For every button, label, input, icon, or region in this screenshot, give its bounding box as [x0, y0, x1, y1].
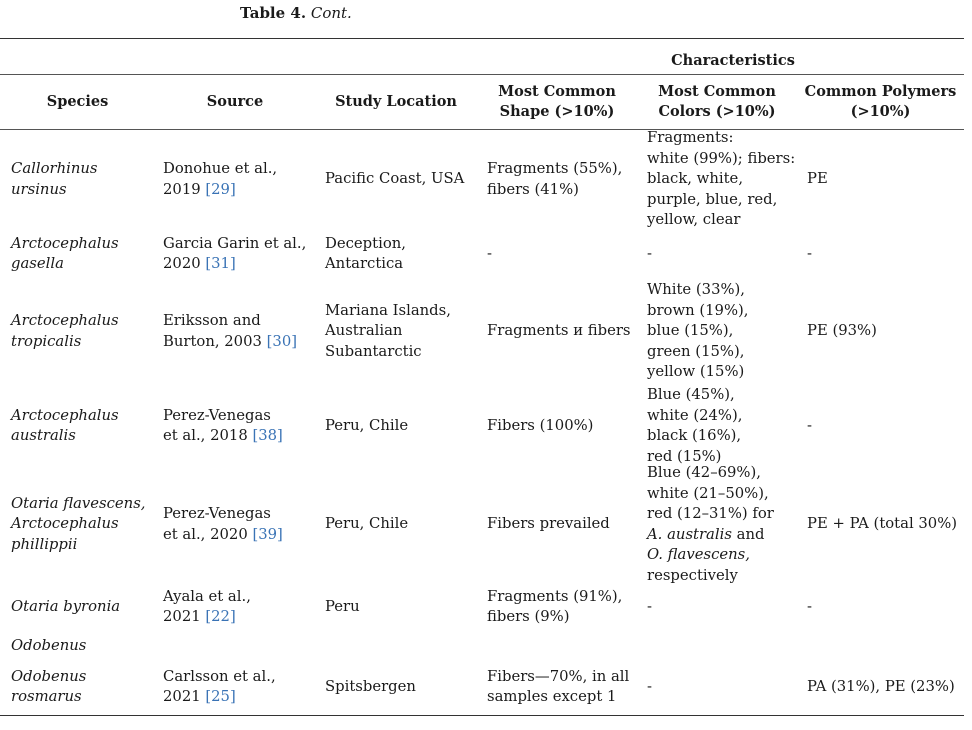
cell-colors: [637, 597, 797, 618]
cell-polymers: [797, 677, 964, 698]
cell-line: Arctocephalus: [11, 234, 119, 252]
table-row: [0, 581, 964, 633]
cell-line: Australian: [325, 322, 403, 340]
data-table: [0, 38, 964, 716]
cell-colors: [637, 128, 797, 231]
table-body: [0, 130, 964, 715]
cell-location: [315, 677, 477, 698]
cell-source: [155, 234, 315, 275]
table-row: [0, 279, 964, 384]
cell-line: Subantarctic: [325, 342, 422, 360]
cell-line: Fragments:: [647, 129, 734, 147]
cell-polymers: [797, 244, 964, 265]
cell-line: -: [807, 597, 812, 615]
table-row: [0, 384, 964, 468]
cell-line: Antarctica: [325, 255, 404, 272]
cell-line: -: [807, 416, 812, 434]
cell-line: fibers (41%): [487, 180, 579, 198]
header-row: [0, 75, 964, 130]
cell-line: PE (93%): [807, 322, 877, 340]
cell-line: Fibers—70%, in all: [487, 667, 630, 685]
table-row: [0, 659, 964, 715]
cell-line: Odobenus rosmarus: [11, 667, 87, 705]
cell-location: [315, 597, 477, 618]
cell-line: Arctocephalus: [11, 515, 119, 533]
cell-shape: [477, 159, 637, 200]
cell-line: et al., 2018 [38]: [163, 427, 283, 444]
cell-line: Fragments (55%),: [487, 160, 623, 177]
cell-line: Callorhinus ursinus: [11, 160, 98, 198]
cell-shape: [477, 416, 637, 437]
cell-species: [0, 159, 155, 200]
cell-line: australis: [11, 427, 76, 444]
cell-line: Burton, 2003 [30]: [163, 332, 298, 350]
citation-link[interactable]: [25]: [205, 688, 236, 705]
cell-location: [315, 514, 477, 535]
cell-source: [155, 504, 315, 545]
cell-line: -: [647, 597, 652, 615]
cell-source: [155, 667, 315, 708]
cell-line: Peru: [325, 597, 360, 615]
cell-line: Arctocephalus: [11, 406, 119, 424]
cell-line: PA (31%), PE (23%): [807, 677, 955, 695]
cell-line: Otaria flavescens,: [11, 494, 146, 512]
cell-line: tropicalis: [11, 332, 82, 350]
cell-line: phillippii: [11, 535, 78, 553]
cell-line: Spitsbergen: [325, 677, 416, 695]
cell-line: 2021 [25]: [163, 688, 236, 705]
cell-line: Ayala et al.,: [163, 587, 251, 605]
cell-line: Blue (45%),: [647, 386, 735, 403]
cell-species: [0, 597, 155, 618]
cell-line: samples except 1: [487, 688, 617, 705]
cell-line: Otaria byronia: [11, 597, 121, 615]
cell-line: Fibers (100%): [487, 416, 594, 434]
col-source: Source: [206, 93, 264, 110]
cell-line: red (15%): [647, 447, 722, 465]
col-colors: Most Common Colors (>10%): [658, 83, 776, 120]
cell-line: Arctocephalus: [11, 312, 119, 329]
cell-line: 2019 [29]: [163, 180, 236, 198]
cell-species: [0, 234, 155, 275]
cell-line: 2021 [22]: [163, 608, 236, 625]
cell-location: [315, 416, 477, 437]
table-row: [0, 633, 964, 659]
cell-line: -: [807, 244, 812, 262]
cell-line: Deception,: [325, 234, 406, 252]
citation-link[interactable]: [22]: [205, 608, 236, 625]
cell-species: [0, 494, 155, 556]
table-label: Table 4.: [240, 4, 307, 22]
table-row: [0, 130, 964, 229]
species-ref: A. australis: [647, 525, 732, 543]
cell-shape: [477, 667, 637, 708]
cell-location: [315, 234, 477, 275]
table-row: [0, 464, 964, 584]
cell-line: Blue (42–69%),: [647, 464, 761, 481]
col-polymers: Common Polymers (>10%): [804, 83, 957, 120]
cell-line: White (33%),: [647, 281, 746, 299]
cell-line: Pacific Coast, USA: [325, 170, 465, 188]
col-species: Species: [46, 93, 109, 110]
cell-line: brown (19%),: [647, 301, 749, 319]
cell-line: Perez-Venegas: [163, 406, 271, 424]
cell-line: Perez-Venegas: [163, 505, 271, 522]
cell-polymers: [797, 321, 964, 342]
cell-line: respectively: [647, 566, 738, 584]
table-continued: Cont.: [310, 4, 352, 22]
cell-line: A. australis and: [647, 525, 765, 543]
cell-location: [315, 301, 477, 363]
cell-species: Odobenus: [11, 636, 87, 654]
cell-line: green (15%),: [647, 342, 745, 360]
cell-line: Mariana Islands,: [325, 301, 451, 319]
cell-line: Donohue et al.,: [163, 160, 278, 177]
cell-line: O. flavescens,: [647, 546, 750, 563]
cell-colors: [637, 385, 797, 467]
cell-shape: [477, 514, 637, 535]
cell-colors: [637, 280, 797, 383]
cell-shape: [477, 244, 637, 265]
cell-polymers: [797, 169, 964, 190]
cell-line: et al., 2020 [39]: [163, 525, 283, 543]
cell-line: PE: [807, 170, 828, 188]
cell-line: black, white,: [647, 170, 744, 188]
cell-line: -: [647, 244, 652, 262]
cell-source: [155, 311, 315, 352]
cell-line: Garcia Garin et al.,: [163, 234, 307, 252]
cell-polymers: [797, 416, 964, 437]
characteristics-header: Characteristics: [671, 52, 795, 69]
citation-link[interactable]: [39]: [252, 525, 283, 543]
table-row: [0, 229, 964, 279]
cell-line: -: [647, 677, 652, 695]
cell-species: [0, 406, 155, 447]
cell-line: fibers (9%): [487, 608, 570, 625]
cell-colors: [637, 463, 797, 586]
cell-line: white (24%),: [647, 406, 743, 424]
cell-line: Peru, Chile: [325, 416, 409, 434]
citation-link[interactable]: [29]: [205, 180, 236, 198]
cell-shape: [477, 321, 637, 342]
cell-line: red (12–31%) for: [647, 505, 774, 522]
cell-line: PE + PA (total 30%): [807, 515, 958, 533]
cell-line: gasella: [11, 255, 64, 272]
cell-source: [155, 406, 315, 447]
col-location: Study Location: [335, 93, 457, 110]
cell-line: Carlsson et al.,: [163, 667, 276, 685]
cell-polymers: [797, 597, 964, 618]
cell-line: 2020 [31]: [163, 255, 236, 272]
citation-link[interactable]: [38]: [252, 427, 283, 444]
cell-colors: [637, 244, 797, 265]
cell-line: white (21–50%),: [647, 484, 769, 502]
cell-colors: [637, 677, 797, 698]
cell-line: Peru, Chile: [325, 515, 409, 533]
col-shape: Most Common Shape (>10%): [498, 83, 616, 120]
cell-polymers: [797, 514, 964, 535]
table-caption: [240, 4, 352, 22]
cell-line: -: [487, 244, 492, 262]
cell-shape: [477, 587, 637, 628]
citation-link[interactable]: [31]: [205, 255, 236, 272]
cell-line: white (99%); fibers:: [647, 149, 796, 167]
cell-source: [155, 159, 315, 200]
cell-line: Eriksson and: [163, 312, 261, 329]
cell-line: purple, blue, red,: [647, 190, 778, 208]
cell-line: yellow, clear: [647, 211, 741, 229]
cell-species: [0, 667, 155, 708]
cell-line: Fragments и fibers: [487, 322, 631, 340]
cell-line: Fragments (91%),: [487, 587, 623, 605]
cell-line: yellow (15%): [647, 363, 745, 381]
cell-location: [315, 169, 477, 190]
cell-line: Fibers prevailed: [487, 515, 610, 533]
cell-line: blue (15%),: [647, 322, 734, 340]
cell-source: [155, 587, 315, 628]
cell-line: black (16%),: [647, 427, 742, 444]
cell-species: [0, 311, 155, 352]
citation-link[interactable]: [30]: [266, 332, 298, 350]
header-group-rule: [0, 74, 964, 75]
header-group-row: [0, 39, 964, 75]
